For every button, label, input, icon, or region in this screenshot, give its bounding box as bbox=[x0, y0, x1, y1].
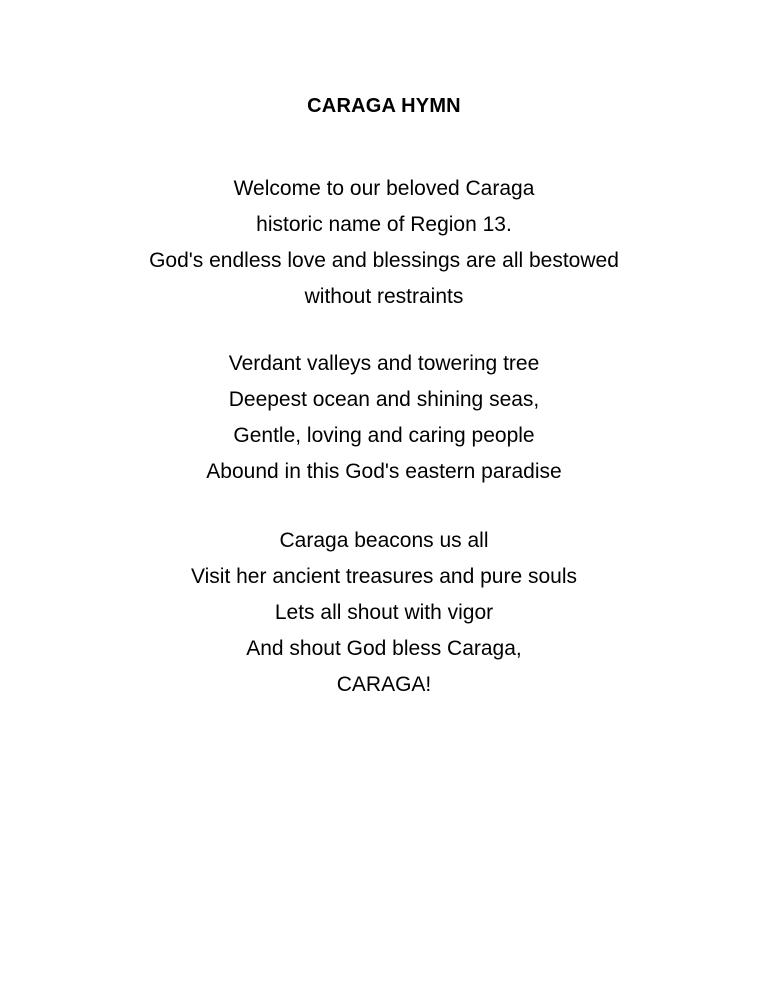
stanza-line: Caraga beacons us all bbox=[279, 529, 489, 552]
stanza-3 bbox=[0, 523, 768, 703]
stanza-line: Welcome to our beloved Caraga bbox=[233, 177, 535, 200]
stanza-line: Abound in this God's eastern paradise bbox=[206, 460, 562, 483]
stanza-line: Visit her ancient treasures and pure souls bbox=[191, 565, 577, 588]
stanza-line: without restraints bbox=[304, 285, 464, 308]
stanza-2 bbox=[0, 346, 768, 490]
document-title: CARAGA HYMN bbox=[307, 95, 461, 117]
stanza-line: Gentle, loving and caring people bbox=[233, 424, 535, 447]
stanza-line: God's endless love and blessings are all bestowed bbox=[149, 249, 619, 272]
stanza-1 bbox=[0, 171, 768, 315]
stanza-line: historic name of Region 13. bbox=[256, 213, 512, 236]
stanza-line: CARAGA! bbox=[336, 673, 432, 696]
stanza-line: Deepest ocean and shining seas, bbox=[228, 388, 540, 411]
stanza-line: Lets all shout with vigor bbox=[274, 601, 494, 624]
stanza-line: Verdant valleys and towering tree bbox=[228, 352, 540, 375]
stanza-line: And shout God bless Caraga, bbox=[246, 637, 522, 660]
